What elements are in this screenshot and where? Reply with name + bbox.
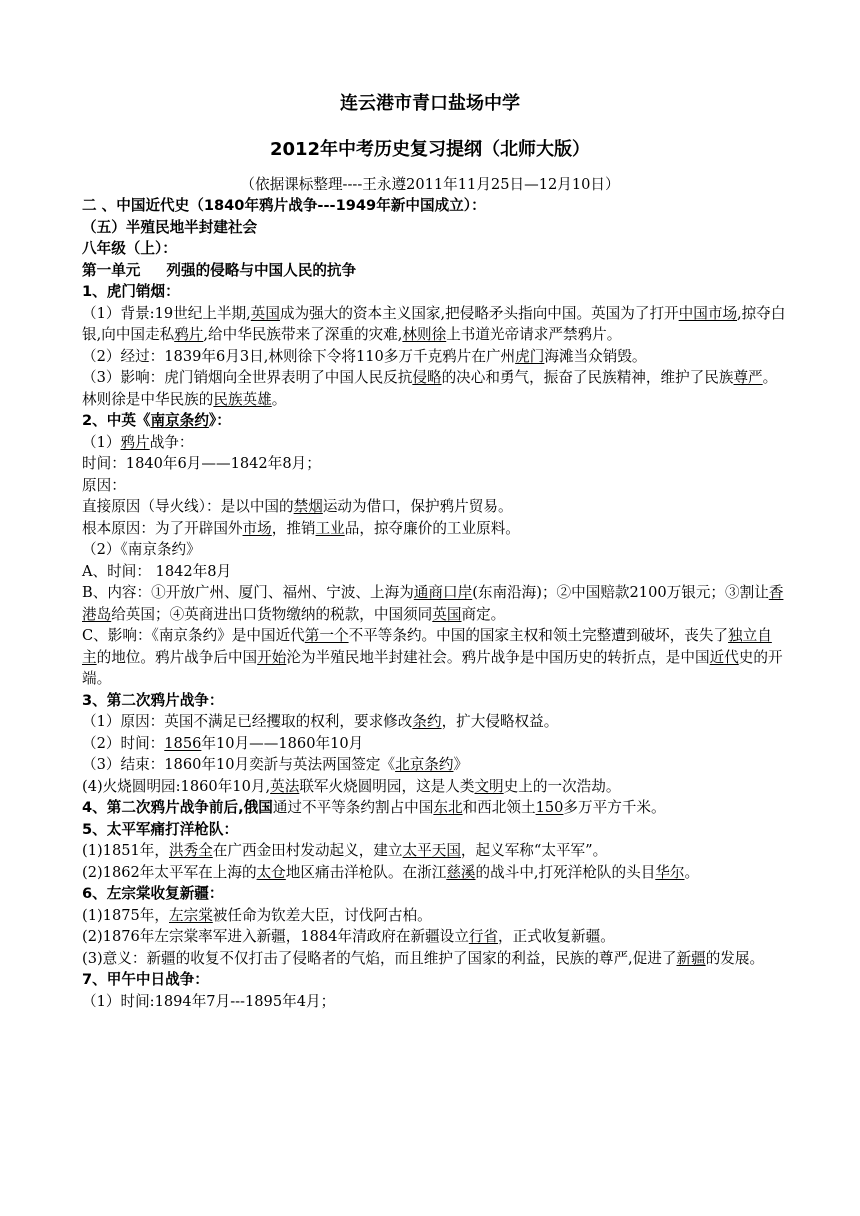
key-term: 太平天国 (402, 842, 461, 859)
text: （2）经过：1839年6月3日,林则徐下令将110多万千克鸦片在广州 (82, 347, 516, 365)
topic-3-heading: 3、第二次鸦片战争： (82, 691, 224, 709)
key-term: 左宗棠 (169, 906, 213, 924)
text: 商定。 (461, 605, 506, 623)
sino-japanese-war-time: （1）时间:1894年7月---1895年4月； (82, 992, 336, 1010)
text: 的战斗中,打死洋枪队的头目 (475, 863, 656, 881)
key-term: 林则徐 (402, 326, 447, 343)
key-term: 英国 (250, 304, 280, 322)
topic-4-heading (82, 797, 786, 819)
key-term: 市场 (242, 519, 272, 537)
key-term: 独立自主 (82, 627, 772, 666)
text: （2）时间： (82, 734, 165, 752)
text: 根本原因：为了开辟国外 (82, 519, 243, 537)
text: 年10月——1860年10月 (201, 734, 364, 752)
text: （1）背景:19世纪上半期, (82, 304, 251, 322)
opium-war-cause-label: 原因： (82, 476, 126, 494)
topic-1-background (82, 303, 786, 346)
key-term: 近代 (709, 648, 739, 666)
key-term: 北京条约 (395, 756, 454, 773)
text: (3)意义：新疆的收复不仅打击了侵略者的气焰，而且维护了国家的利益，民族的尊严,促进了 (82, 949, 677, 967)
text: 。 (271, 390, 287, 408)
text: 的地位。鸦片战争后中国 (96, 648, 258, 666)
document-title: 2012年中考历史复习提纲（北师大版） (269, 139, 591, 160)
key-term: 条约 (412, 713, 442, 730)
text: 通过不平等条约割占中国 (272, 799, 434, 816)
topic-1-impact (82, 367, 786, 410)
direct-cause (82, 496, 786, 518)
text: ,掠夺白银,向中国走私 (82, 304, 786, 343)
key-term: 慈溪 (446, 863, 476, 881)
taiping-battle (82, 862, 786, 884)
text: (2)1862年太平军在上海的 (82, 863, 257, 881)
topic-5-heading: 5、太平军痛打洋枪队： (82, 820, 239, 838)
second-war-end (82, 754, 786, 776)
key-term: 鸦片 (174, 326, 204, 343)
text: 联军火烧圆明园，这是人类 (299, 777, 475, 795)
text: 和西北领土 (462, 799, 536, 816)
treaty-impact (82, 625, 786, 690)
xinjiang-1876 (82, 926, 786, 948)
text: 成为强大的资本主义国家,把侵略矛头指向中国。英国为了打开 (279, 304, 679, 322)
text: 给英国；④英商进出口货物缴纳的税款，中国须同 (111, 605, 433, 623)
key-term: 虎门 (515, 347, 545, 365)
opium-war-time: 时间：1840年6月——1842年8月； (82, 455, 321, 472)
text: 的决心和勇气，振奋了民族精神，维护了民族 (441, 369, 734, 386)
text: 4、第二次鸦片战争前后,俄国 (82, 799, 273, 816)
text: (1)1851年， (82, 842, 169, 859)
text: 》 (453, 756, 469, 773)
text: 2、中英《 (82, 412, 151, 429)
key-term: 南京条约 (150, 412, 209, 429)
text: (2)1876年左宗棠率军进入新疆，1884年清政府在新疆设立 (82, 928, 469, 945)
text: ，正式收复新疆。 (498, 928, 615, 945)
key-term: 开始 (257, 648, 287, 666)
text: 品，掠夺廉价的工业原料。 (344, 519, 520, 537)
key-term: 第一个 (304, 627, 349, 644)
document-basis: （依据课标整理----王永遵2011年11月25日—12月10日） (240, 176, 620, 193)
text: 海滩当众销毁。 (544, 347, 647, 365)
key-term: 英国 (432, 605, 462, 623)
unit-heading (82, 260, 786, 282)
key-term: 1856 (164, 734, 202, 752)
opium-war-line (82, 432, 786, 454)
text: 地区痛击洋枪队。在浙江 (285, 863, 447, 881)
key-term: 华尔 (655, 863, 685, 881)
text: ，扩大侵略权益。 (441, 713, 559, 730)
key-term: 洪秀全 (169, 842, 213, 859)
topic-2-heading (82, 410, 786, 432)
key-term: 行省 (468, 928, 499, 945)
text: 的发展。 (705, 949, 765, 967)
text: ，起义军称“太平军”。 (460, 842, 608, 859)
second-war-time (82, 733, 786, 755)
text: 被任命为钦差大臣，讨伐阿古柏。 (212, 906, 432, 924)
text: 史上的一次浩劫。 (503, 777, 621, 795)
text: 上书道光帝请求严禁鸦片。 (446, 326, 622, 343)
key-term: 民族英雄 (213, 390, 272, 408)
text: （1） (82, 433, 121, 451)
key-term: 新疆 (676, 949, 706, 967)
text: 战争： (149, 433, 194, 451)
key-term: 东北 (433, 799, 463, 816)
subsection-title: （五）半殖民地半封建社会 (82, 218, 258, 236)
second-war-cause (82, 711, 786, 733)
text: 直接原因（导火线）：是以中国的 (82, 498, 294, 515)
topic-7-heading: 7、甲午中日战争： (82, 971, 209, 988)
xinjiang-1875 (82, 905, 786, 927)
key-term: 150 (535, 799, 564, 816)
text: 。林则徐是中华民族的 (82, 369, 778, 408)
root-cause (82, 518, 786, 540)
text: 运动为借口，保护鸦片贸易。 (322, 498, 513, 515)
text: 不平等条约。中国的国家主权和领土完整遭到破坏，丧失了 (348, 627, 729, 644)
key-term: 文明 (474, 777, 504, 795)
text: 沦为半殖民地半封建社会。鸦片战争是中国历史的转折点，是中国 (286, 648, 710, 666)
treaty-content (82, 582, 786, 625)
text: 史的开端。 (82, 648, 783, 687)
text: 在广西金田村发动起义，建立 (212, 842, 403, 859)
key-term: 中国市场 (678, 304, 738, 322)
text: （3）结束：1860年10月奕訢与英法两国签定《 (82, 756, 396, 773)
xinjiang-significance (82, 948, 786, 970)
unit-label: 第一单元 (82, 261, 141, 279)
taiping-uprising (82, 840, 786, 862)
key-term: 英法 (270, 777, 300, 795)
key-term: 太仓 (256, 863, 286, 881)
text: （3）影响：虎门销烟向全世界表明了中国人民反抗 (82, 369, 413, 386)
text: ，推销 (271, 519, 316, 537)
text: C、影响：《南京条约》是中国近代 (82, 627, 305, 644)
key-term: 侵略 (412, 369, 442, 386)
treaty-time: A、时间： 1842年8月 (82, 562, 232, 580)
text: 。 (684, 863, 700, 881)
topic-6-heading: 6、左宗棠收复新疆： (82, 885, 224, 902)
key-term: 香港岛 (82, 584, 784, 623)
section-title: 二 、中国近代史（1840年鸦片战争---1949年新中国成立）： (82, 197, 486, 214)
text: (东南沿海)；②中国赔款2100万银元；③割让 (472, 584, 769, 601)
text: 》： (208, 412, 231, 429)
school-name: 连云港市青口盐场中学 (340, 93, 520, 114)
text: ,给中华民族带来了深重的灾难, (203, 326, 403, 343)
key-term: 工业 (315, 519, 345, 537)
key-term: 鸦片 (120, 433, 150, 451)
yuanmingyuan-burning (82, 776, 786, 798)
key-term: 禁烟 (293, 498, 323, 515)
text: (4)火烧圆明园:1860年10月, (82, 777, 271, 795)
topic-1-heading: 1、虎门销烟： (82, 283, 180, 300)
text: 多万平方千米。 (563, 799, 666, 816)
text: B、内容：①开放广州、厦门、福州、宁波、上海为 (82, 584, 414, 601)
key-term: 通商口岸 (413, 584, 473, 601)
topic-1-process (82, 346, 786, 368)
treaty-subheading: （2）《南京条约》 (82, 541, 201, 558)
unit-name: 列强的侵略与中国人民的抗争 (166, 261, 357, 279)
text: (1)1875年， (82, 906, 169, 924)
text: （1）原因：英国不满足已经攫取的权利，要求修改 (82, 713, 413, 730)
document-body (82, 195, 786, 1012)
grade-heading: 八年级（上）： (82, 240, 177, 257)
key-term: 尊严 (733, 369, 763, 386)
